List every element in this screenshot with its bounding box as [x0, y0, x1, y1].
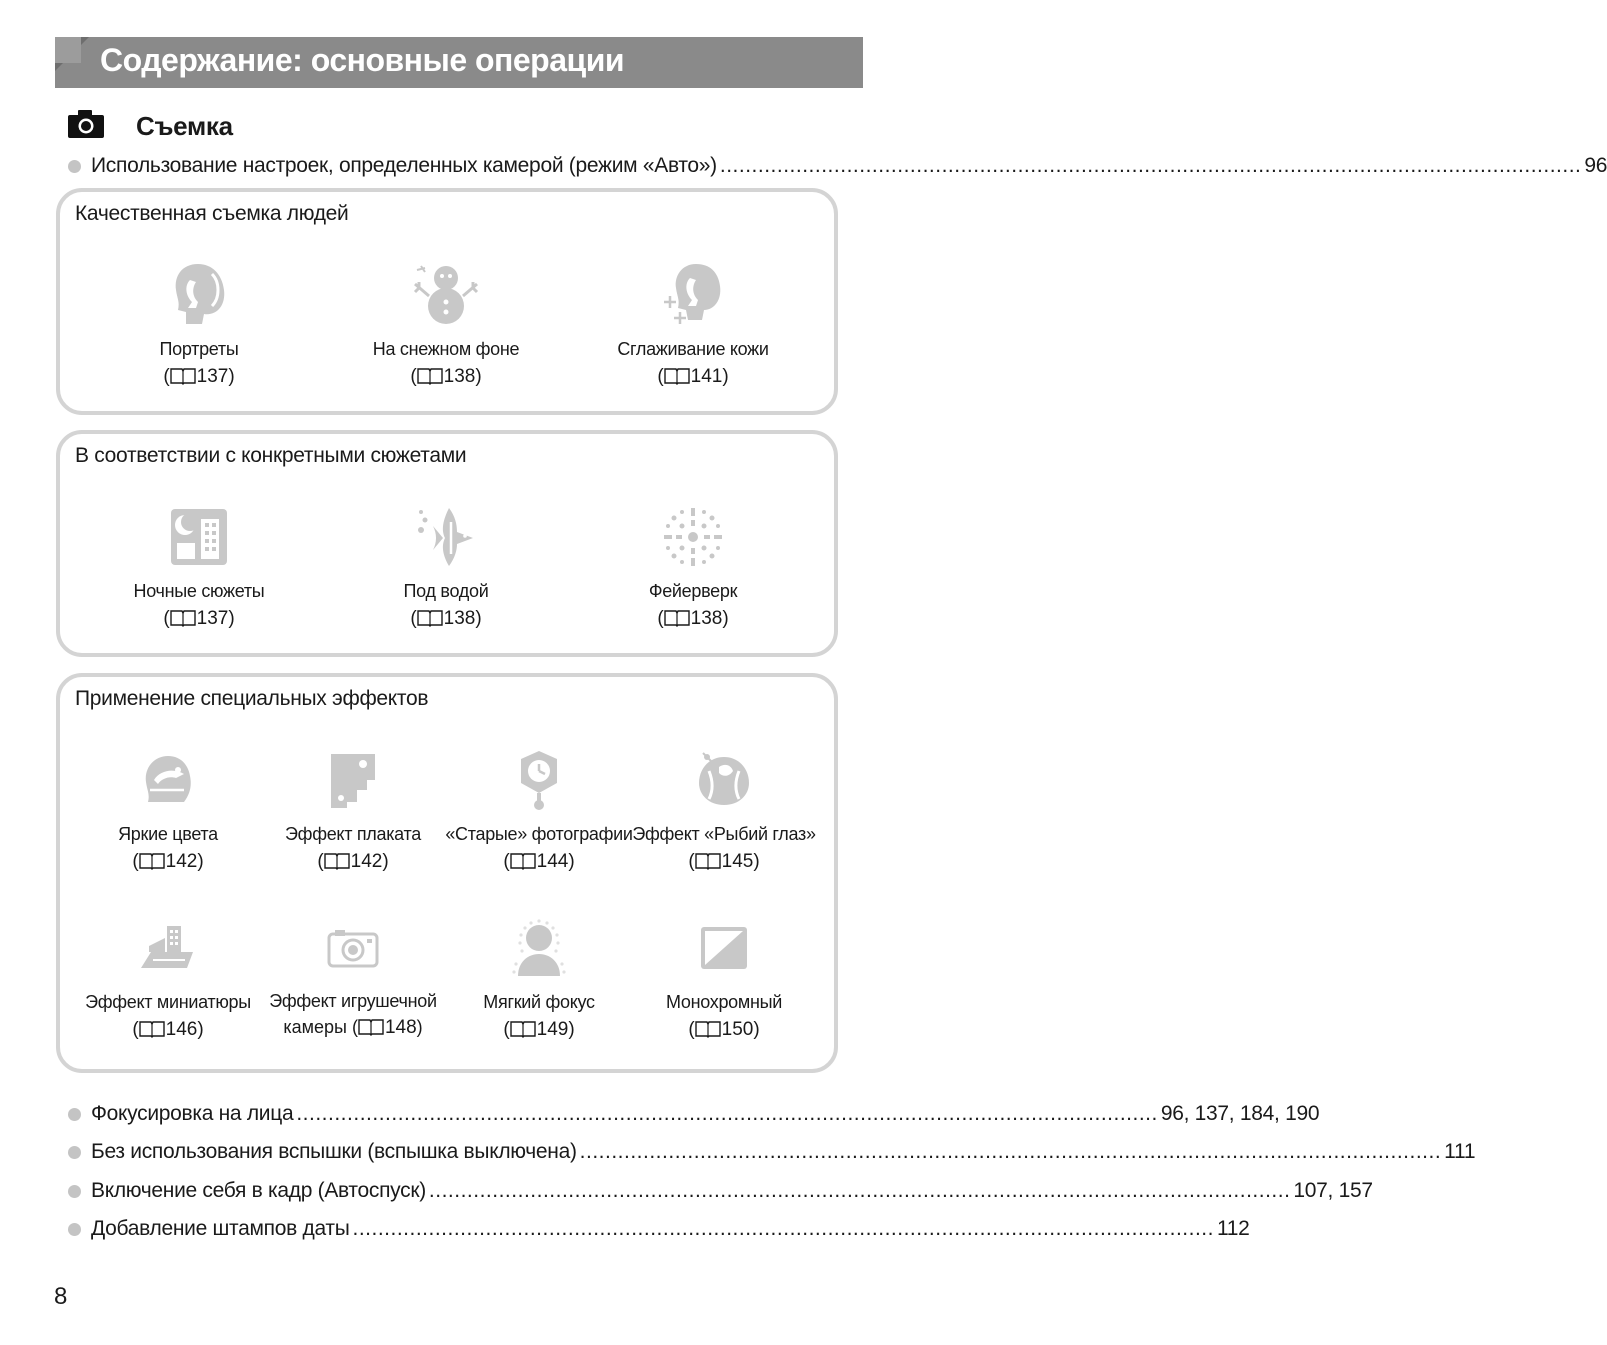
item-miniature[interactable] [73, 913, 263, 1043]
entry-date-stamp[interactable] [68, 1215, 1250, 1243]
item-page-ref: ( 137) [163, 608, 235, 629]
underwater-icon [413, 504, 479, 570]
entry-text: Добавление штампов даты [91, 1217, 350, 1240]
dot-leader: ........................................................................................................................................ [296, 1102, 1158, 1125]
book-icon [510, 852, 536, 870]
bullet-icon [68, 1108, 81, 1121]
page-title: Содержание: основные операции [100, 42, 625, 78]
item-fireworks[interactable] [598, 502, 788, 632]
book-icon [695, 852, 721, 870]
box-people [56, 188, 838, 415]
item-name: Под водой [403, 581, 489, 601]
page-number: 137 [196, 366, 229, 387]
item-vivid[interactable] [73, 745, 263, 875]
book-icon [664, 609, 690, 627]
item-snow[interactable] [351, 260, 541, 390]
page-number: 148 [384, 1017, 417, 1038]
smooth-skin-icon [662, 262, 724, 328]
entry-page: 112 [1216, 1217, 1250, 1240]
dot-leader: ........................................................................................................................................ [579, 1140, 1442, 1163]
nostalgic-icon [517, 749, 561, 811]
snowman-icon [411, 262, 481, 328]
page-number: 138 [690, 608, 723, 629]
item-page-ref: ( 144) [503, 851, 575, 872]
book-icon [510, 1020, 536, 1038]
item-name: Сглаживание кожи [617, 339, 769, 359]
entry-text: Использование настроек, определенных камерой (режим «Авто») [91, 154, 717, 177]
item-fisheye[interactable] [629, 745, 819, 875]
page-number: 145 [721, 851, 754, 872]
item-toy-camera[interactable] [258, 913, 448, 1040]
item-name: Портреты [159, 339, 239, 359]
title-corner-mark [55, 37, 89, 71]
item-poster[interactable] [258, 745, 448, 875]
entry-self-timer[interactable] [68, 1177, 1373, 1205]
box-title: Качественная съемка людей [75, 202, 349, 225]
box-scenes [56, 430, 838, 657]
item-smooth-skin[interactable] [598, 260, 788, 390]
item-page-ref: ( 138) [657, 608, 729, 629]
item-monochrome[interactable] [629, 913, 819, 1043]
dot-leader: ........................................................................................................................................ [428, 1179, 1291, 1202]
page-number: 146 [165, 1019, 198, 1040]
item-page-ref: ( 146) [132, 1019, 204, 1040]
item-night[interactable] [104, 502, 294, 632]
item-name: Фейерверк [648, 581, 738, 601]
item-page-ref: ( 137) [163, 366, 235, 387]
entry-page: 96 [1584, 154, 1607, 177]
fireworks-icon [660, 504, 726, 570]
book-icon [170, 367, 196, 385]
poster-effect-icon [327, 750, 379, 810]
item-underwater[interactable] [351, 502, 541, 632]
box-effects [56, 673, 838, 1073]
bullet-icon [68, 1185, 81, 1198]
page-number: 138 [443, 366, 476, 387]
bullet-icon [68, 160, 81, 173]
book-icon [417, 609, 443, 627]
miniature-icon [139, 922, 197, 974]
item-name: Яркие цвета [118, 824, 218, 844]
fisheye-icon [695, 751, 753, 809]
page-number: 142 [165, 851, 198, 872]
item-name: Эффект игрушечной [269, 991, 437, 1011]
entry-page: 111 [1444, 1140, 1476, 1163]
item-page-ref: ( 150) [688, 1019, 760, 1040]
item-page-ref: ( 141) [657, 366, 729, 387]
entry-page: 107, 157 [1293, 1179, 1373, 1202]
entry-text: Фокусировка на лица [91, 1102, 294, 1125]
camera-icon [68, 110, 104, 138]
item-name: Ночные сюжеты [133, 581, 265, 601]
bullet-icon [68, 1146, 81, 1159]
page-number-footer: 8 [54, 1283, 68, 1310]
item-name: Эффект плаката [285, 824, 421, 844]
item-page-ref: ( 142) [132, 851, 204, 872]
item-name-line2: камеры [283, 1017, 347, 1037]
auto-mode-entry[interactable] [68, 152, 1607, 180]
section-title: Съемка [136, 111, 233, 141]
item-page-ref: камеры ( 148) [283, 1017, 423, 1038]
entry-page: 96, 137, 184, 190 [1160, 1102, 1320, 1125]
dot-leader: ........................................................................................................................................ [719, 154, 1582, 177]
book-icon [139, 1020, 165, 1038]
bullet-icon [68, 1223, 81, 1236]
page-number: 150 [721, 1019, 754, 1040]
box-title: Применение специальных эффектов [75, 687, 429, 710]
item-name: «Старые» фотографии [445, 824, 633, 844]
item-page-ref: ( 145) [688, 851, 760, 872]
entry-face-focus[interactable] [68, 1100, 1320, 1128]
item-page-ref: ( 138) [410, 366, 482, 387]
book-icon [139, 852, 165, 870]
entry-text: Включение себя в кадр (Автоспуск) [91, 1179, 426, 1202]
item-nostalgic[interactable] [444, 745, 634, 875]
item-name: Эффект миниатюры [85, 992, 251, 1012]
item-page-ref: ( 138) [410, 608, 482, 629]
book-icon [358, 1018, 384, 1036]
item-soft-focus[interactable] [444, 913, 634, 1043]
vivid-color-icon [140, 750, 196, 810]
dot-leader: ........................................................................................................................................ [352, 1217, 1214, 1240]
toy-camera-icon [327, 928, 379, 968]
entry-no-flash[interactable] [68, 1138, 1476, 1166]
item-page-ref: ( 142) [317, 851, 389, 872]
book-icon [695, 1020, 721, 1038]
item-name: Эффект «Рыбий глаз» [632, 824, 816, 844]
book-icon [417, 367, 443, 385]
page-number: 149 [536, 1019, 569, 1040]
monochrome-icon [699, 925, 749, 971]
entry-text: Без использования вспышки (вспышка выключена) [91, 1140, 577, 1163]
book-icon [170, 609, 196, 627]
portrait-icon [168, 262, 230, 328]
page-number: 137 [196, 608, 229, 629]
night-scene-icon [169, 507, 229, 567]
page-number: 141 [690, 366, 723, 387]
item-portrait[interactable] [104, 260, 294, 390]
item-name: Мягкий фокус [483, 992, 595, 1012]
item-page-ref: ( 149) [503, 1019, 575, 1040]
page-number: 144 [536, 851, 569, 872]
page-number: 138 [443, 608, 476, 629]
item-name: На снежном фоне [372, 339, 520, 359]
item-name: Монохромный [666, 992, 782, 1012]
page-number: 142 [350, 851, 383, 872]
book-icon [664, 367, 690, 385]
box-title: В соответствии с конкретными сюжетами [75, 444, 467, 467]
book-icon [324, 852, 350, 870]
soft-focus-icon [510, 918, 568, 978]
